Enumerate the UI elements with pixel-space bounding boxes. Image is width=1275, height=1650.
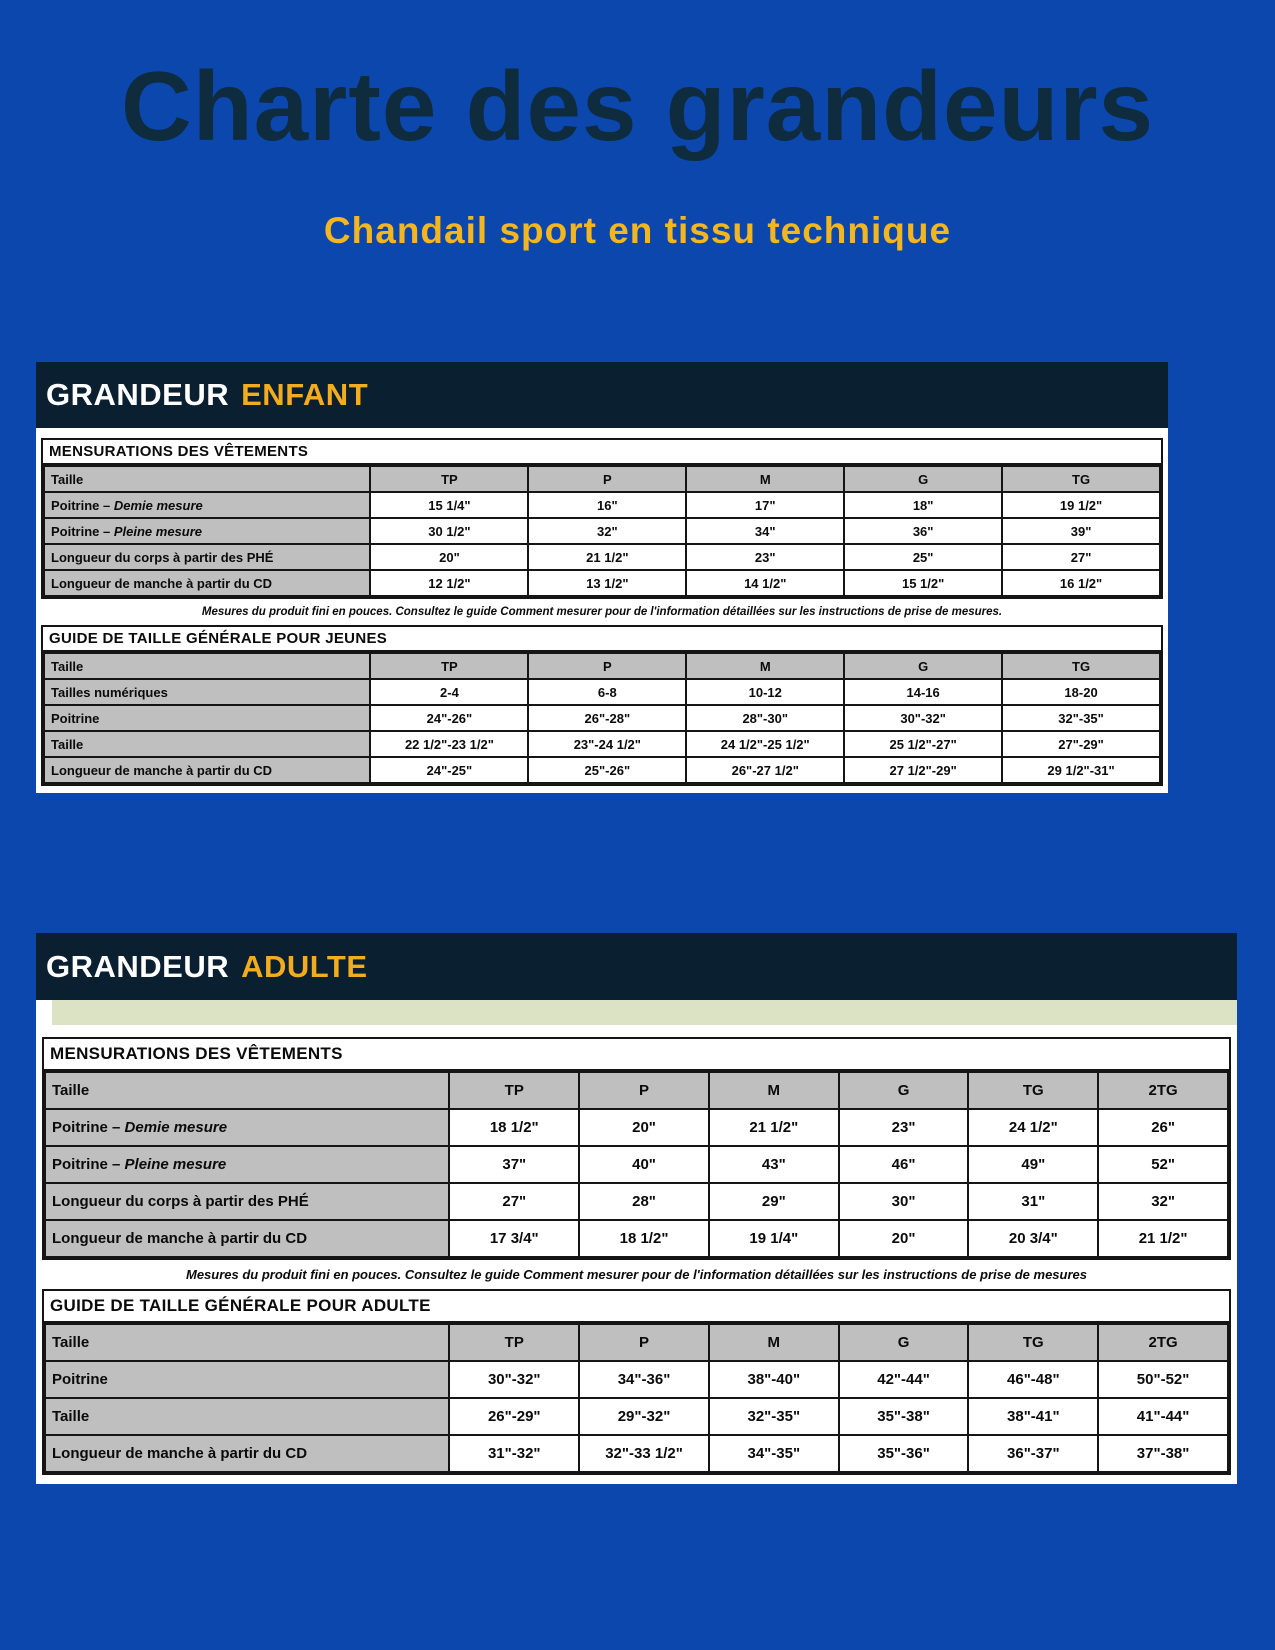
size-value: 42"-44"	[839, 1361, 969, 1398]
size-column-header: M	[686, 466, 844, 492]
table-row	[45, 1183, 1228, 1220]
size-value: 28"	[579, 1183, 709, 1220]
size-column-header: 2TG	[1098, 1072, 1228, 1109]
size-value: 25"-26"	[528, 757, 686, 783]
size-value: 26"-29"	[449, 1398, 579, 1435]
size-column-header: TP	[370, 466, 528, 492]
size-value: 46"	[839, 1146, 969, 1183]
size-value: 30"-32"	[844, 705, 1002, 731]
row-label: Poitrine	[45, 1361, 449, 1398]
table-row	[44, 492, 1160, 518]
measure-note-enfant: Mesures du produit fini en pouces. Consultez le guide Comment mesurer pour de l'information détaillées sur les instructions de prise de mesures.	[201, 606, 1003, 618]
size-value: 15 1/4"	[370, 492, 528, 518]
size-value: 18 1/2"	[449, 1109, 579, 1146]
size-column-header: P	[579, 1324, 709, 1361]
row-label: Poitrine	[44, 705, 370, 731]
size-table	[43, 652, 1161, 784]
row-label-column-header: Taille	[45, 1324, 449, 1361]
table-title: MENSURATIONS DES VÊTEMENTS	[43, 440, 1161, 465]
size-value: 21 1/2"	[528, 544, 686, 570]
row-label: Longueur de manche à partir du CD	[45, 1220, 449, 1257]
header-row	[44, 466, 1160, 492]
size-value: 22 1/2"-23 1/2"	[370, 731, 528, 757]
measure-note-adulte: Mesures du produit fini en pouces. Consultez le guide Comment mesurer pour de l'information détaillées sur les instructions de prise de mesures	[186, 1267, 1087, 1282]
size-column-header: P	[528, 653, 686, 679]
size-column-header: TP	[449, 1324, 579, 1361]
row-label: Longueur du corps à partir des PHÉ	[45, 1183, 449, 1220]
panel-adulte	[36, 1025, 1237, 1484]
size-column-header: TP	[370, 653, 528, 679]
row-label: Longueur de manche à partir du CD	[44, 570, 370, 596]
table-row	[44, 570, 1160, 596]
table-row	[45, 1361, 1228, 1398]
size-value: 13 1/2"	[528, 570, 686, 596]
size-value: 20"	[579, 1109, 709, 1146]
size-value: 18"	[844, 492, 1002, 518]
size-value: 17 3/4"	[449, 1220, 579, 1257]
size-value: 23"	[686, 544, 844, 570]
row-label: Taille	[44, 731, 370, 757]
size-value: 25 1/2"-27"	[844, 731, 1002, 757]
size-value: 23"	[839, 1109, 969, 1146]
size-table	[43, 465, 1161, 597]
size-column-header: 2TG	[1098, 1324, 1228, 1361]
size-value: 37"-38"	[1098, 1435, 1228, 1472]
size-value: 27"	[1002, 544, 1160, 570]
panel-enfant	[36, 428, 1168, 793]
size-value: 30 1/2"	[370, 518, 528, 544]
size-value: 49"	[968, 1146, 1098, 1183]
size-value: 16"	[528, 492, 686, 518]
size-value: 30"-32"	[449, 1361, 579, 1398]
table-row	[45, 1220, 1228, 1257]
green-divider-strip	[36, 1000, 1237, 1025]
size-column-header: P	[579, 1072, 709, 1109]
table-row	[44, 518, 1160, 544]
size-value: 29"-32"	[579, 1398, 709, 1435]
size-value: 15 1/2"	[844, 570, 1002, 596]
table-title: GUIDE DE TAILLE GÉNÉRALE POUR JEUNES	[43, 627, 1161, 652]
row-label: Longueur de manche à partir du CD	[45, 1435, 449, 1472]
section-header-accent: ADULTE	[241, 948, 368, 984]
size-value: 46"-48"	[968, 1361, 1098, 1398]
row-label: Poitrine – Pleine mesure	[44, 518, 370, 544]
row-label: Tailles numériques	[44, 679, 370, 705]
size-value: 35"-38"	[839, 1398, 969, 1435]
size-value: 25"	[844, 544, 1002, 570]
size-value: 36"	[844, 518, 1002, 544]
row-label-italic: Pleine mesure	[124, 1156, 227, 1173]
section-header-accent: ENFANT	[241, 377, 369, 412]
size-value: 16 1/2"	[1002, 570, 1160, 596]
section-header-enfant	[36, 362, 1168, 428]
size-column-header: TG	[968, 1324, 1098, 1361]
size-value: 29"	[709, 1183, 839, 1220]
size-table	[44, 1323, 1229, 1473]
table-row	[44, 731, 1160, 757]
header-row	[45, 1324, 1228, 1361]
size-value: 12 1/2"	[370, 570, 528, 596]
size-value: 18-20	[1002, 679, 1160, 705]
page-subtitle: Chandail sport en tissu technique	[323, 210, 952, 251]
size-value: 27"-29"	[1002, 731, 1160, 757]
size-value: 50"-52"	[1098, 1361, 1228, 1398]
size-value: 27"	[449, 1183, 579, 1220]
size-value: 17"	[686, 492, 844, 518]
size-value: 14 1/2"	[686, 570, 844, 596]
size-value: 26"	[1098, 1109, 1228, 1146]
size-value: 26"-28"	[528, 705, 686, 731]
row-label-italic: Pleine mesure	[113, 523, 203, 539]
size-column-header: M	[709, 1324, 839, 1361]
size-value: 26"-27 1/2"	[686, 757, 844, 783]
size-column-header: G	[844, 653, 1002, 679]
size-value: 32"-35"	[1002, 705, 1160, 731]
table-title: MENSURATIONS DES VÊTEMENTS	[44, 1039, 1229, 1071]
size-value: 24 1/2"	[968, 1109, 1098, 1146]
size-value: 2-4	[370, 679, 528, 705]
row-label: Longueur de manche à partir du CD	[44, 757, 370, 783]
size-value: 18 1/2"	[579, 1220, 709, 1257]
section-header-prefix: GRANDEUR	[46, 948, 230, 984]
size-value: 27 1/2"-29"	[844, 757, 1002, 783]
row-label-column-header: Taille	[44, 466, 370, 492]
row-label: Poitrine – Pleine mesure	[45, 1146, 449, 1183]
size-table	[44, 1071, 1229, 1258]
size-column-header: TG	[1002, 466, 1160, 492]
size-value: 34"	[686, 518, 844, 544]
size-column-header: TP	[449, 1072, 579, 1109]
size-value: 38"-41"	[968, 1398, 1098, 1435]
size-value: 43"	[709, 1146, 839, 1183]
size-value: 30"	[839, 1183, 969, 1220]
table-row	[45, 1398, 1228, 1435]
table-row	[44, 544, 1160, 570]
size-value: 10-12	[686, 679, 844, 705]
table-row	[45, 1435, 1228, 1472]
table-row	[45, 1109, 1228, 1146]
size-value: 6-8	[528, 679, 686, 705]
row-label-italic: Demie mesure	[113, 497, 203, 513]
section-header-prefix: GRANDEUR	[46, 377, 230, 412]
row-label-italic: Demie mesure	[124, 1119, 228, 1136]
size-value: 20"	[370, 544, 528, 570]
table-guide-adulte	[42, 1289, 1231, 1475]
size-column-header: G	[839, 1072, 969, 1109]
header-row	[44, 653, 1160, 679]
size-column-header: M	[709, 1072, 839, 1109]
size-column-header: P	[528, 466, 686, 492]
size-value: 32"-35"	[709, 1398, 839, 1435]
size-value: 52"	[1098, 1146, 1228, 1183]
size-value: 40"	[579, 1146, 709, 1183]
size-value: 28"-30"	[686, 705, 844, 731]
row-label: Longueur du corps à partir des PHÉ	[44, 544, 370, 570]
size-value: 39"	[1002, 518, 1160, 544]
size-value: 19 1/4"	[709, 1220, 839, 1257]
size-value: 24 1/2"-25 1/2"	[686, 731, 844, 757]
row-label-column-header: Taille	[44, 653, 370, 679]
size-value: 32"	[528, 518, 686, 544]
table-guide-jeunes	[41, 625, 1163, 786]
size-value: 21 1/2"	[1098, 1220, 1228, 1257]
size-value: 38"-40"	[709, 1361, 839, 1398]
row-label-column-header: Taille	[45, 1072, 449, 1109]
size-value: 21 1/2"	[709, 1109, 839, 1146]
size-value: 29 1/2"-31"	[1002, 757, 1160, 783]
table-row	[44, 705, 1160, 731]
row-label: Poitrine – Demie mesure	[44, 492, 370, 518]
size-value: 37"	[449, 1146, 579, 1183]
size-value: 20"	[839, 1220, 969, 1257]
size-column-header: TG	[1002, 653, 1160, 679]
size-column-header: G	[844, 466, 1002, 492]
size-value: 31"	[968, 1183, 1098, 1220]
size-column-header: G	[839, 1324, 969, 1361]
size-value: 31"-32"	[449, 1435, 579, 1472]
size-value: 32"	[1098, 1183, 1228, 1220]
size-column-header: M	[686, 653, 844, 679]
table-mensurations-enfant	[41, 438, 1163, 599]
table-row	[44, 757, 1160, 783]
table-mensurations-adulte	[42, 1037, 1231, 1260]
size-value: 20 3/4"	[968, 1220, 1098, 1257]
size-value: 19 1/2"	[1002, 492, 1160, 518]
table-row	[44, 679, 1160, 705]
table-row	[45, 1146, 1228, 1183]
row-label: Taille	[45, 1398, 449, 1435]
row-label: Poitrine – Demie mesure	[45, 1109, 449, 1146]
size-value: 24"-25"	[370, 757, 528, 783]
size-value: 23"-24 1/2"	[528, 731, 686, 757]
table-title: GUIDE DE TAILLE GÉNÉRALE POUR ADULTE	[44, 1291, 1229, 1323]
green-strip-corner	[36, 1000, 52, 1025]
header-row	[45, 1072, 1228, 1109]
size-column-header: TG	[968, 1072, 1098, 1109]
page-title: Charte des grandeurs	[121, 51, 1154, 161]
size-value: 35"-36"	[839, 1435, 969, 1472]
size-value: 41"-44"	[1098, 1398, 1228, 1435]
size-value: 32"-33 1/2"	[579, 1435, 709, 1472]
size-value: 34"-35"	[709, 1435, 839, 1472]
section-header-adulte	[36, 933, 1237, 1000]
size-value: 14-16	[844, 679, 1002, 705]
size-value: 34"-36"	[579, 1361, 709, 1398]
size-value: 24"-26"	[370, 705, 528, 731]
size-value: 36"-37"	[968, 1435, 1098, 1472]
